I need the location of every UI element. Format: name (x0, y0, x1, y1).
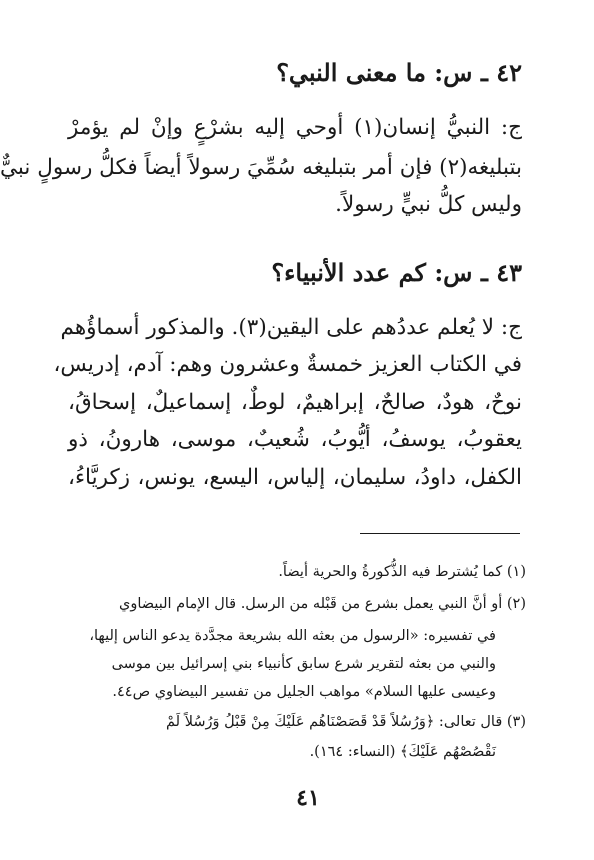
answer-43-line-4: يعقوبُ، يوسفُ، أيُّوبُ، شُعيبٌ، موسى، هارونُ، ذو (68, 427, 522, 452)
answer-43-line-1: ج: لا يُعلم عددُهم على اليقين(٣). والمذكور أسماؤُهم (60, 315, 522, 340)
answer-43-line-3: نوحٌ، هودٌ، صالحٌ، إبراهيمٌ، لوطٌ، إسماعيلٌ، إسحاقُ، (68, 390, 522, 415)
answer-43-line-2: في الكتاب العزيز خمسةٌ وعشرون وهم: آدم، إدريس، (53, 352, 522, 377)
footnote-3-line-2: نَقْصُصْهُم عَلَيْكَ﴾ (النساء: ١٦٤). (309, 744, 496, 760)
footnote-separator (360, 533, 520, 534)
answer-42-line-2: بتبليغه(٢) فإن أمر بتبليغه سُمِّيَ رسولاً أيضاً فكلُّ رسولٍ نبيٌّ (0, 155, 522, 180)
question-42-heading: ٤٢ ـ س: ما معنى النبي؟ (276, 58, 522, 87)
answer-43-line-5: الكفل، داودُ، سليمان، إلياس، اليسع، يونس، زكريَّاءُ، (68, 465, 522, 490)
footnote-2-line-1: (٢) أو أنَّ النبي يعمل بشرع من قَبْله من الرسل. قال الإمام البيضاوي (118, 596, 526, 612)
footnote-2-line-2: في تفسيره: «الرسول من بعثه الله بشريعة مجدَّدة يدعو الناس إليها، (89, 628, 496, 644)
question-43-heading: ٤٣ ـ س: كم عدد الأنبياء؟ (271, 258, 522, 287)
answer-42-line-1: ج: النبيُّ إنسان(١) أوحي إليه بشرْعٍ وإنْ لم يؤمرْ (68, 115, 522, 140)
page-number: ٤١ (296, 785, 320, 811)
footnote-2-line-4: وعيسى عليها السلام» مواهب الجليل من تفسير البيضاوي ص٤٤. (112, 684, 496, 700)
footnote-1: (١) كما يُشترط فيه الذُّكورةُ والحرية أيضاً. (278, 564, 526, 580)
footnote-2-line-3: والنبي من بعثه لتقرير شرع سابق كأنبياء بني إسرائيل بين موسى (111, 656, 496, 672)
answer-42-line-3: وليس كلُّ نبيٍّ رسولاً. (335, 192, 522, 217)
footnote-3-line-1: (٣) قال تعالى: ﴿وَرُسُلاً قَدْ قَصَصْنَاهُم عَلَيْكَ مِنْ قَبْلُ وَرُسُلاً لَمْ (166, 714, 526, 730)
